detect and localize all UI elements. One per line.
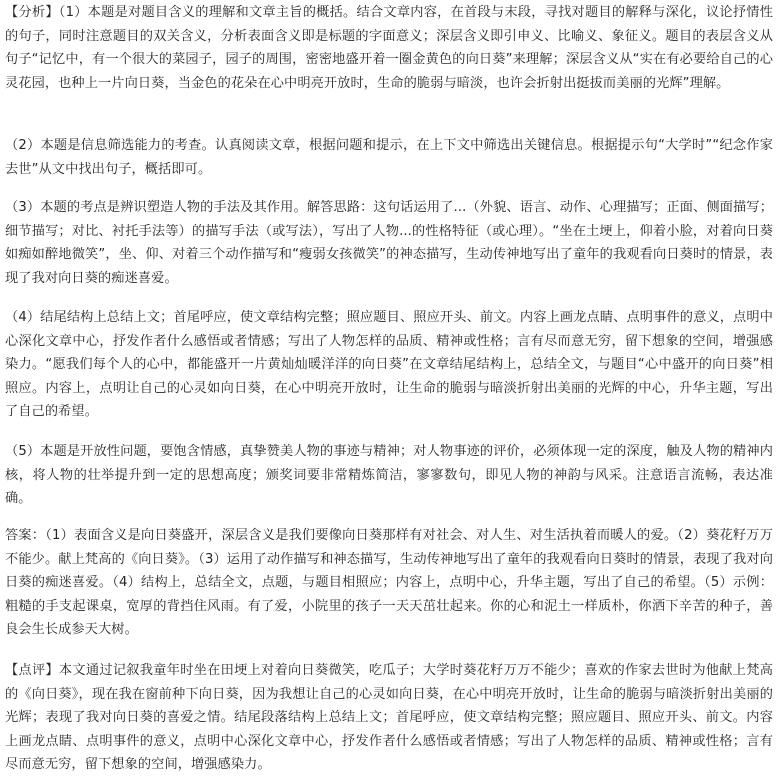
comment-section: 【点评】本文通过记叙我童年时坐在田埂上对着向日葵微笑，吃瓜子；大学时葵花籽万万不能少；喜欢的作家去世时为他献上梵高的《向日葵》，现在我在窗前种下向日葵，因为我想让自己的心灵如向日葵，在心中明亮开放时，让生命的脆弱与暗淡折射出美丽的光辉；表现了我对向日葵的喜爱之情。结尾段落结构上总结上文；首尾呼应，使文章结构完整；照应题目、照应开头、前文。内容上画龙点睛、点明事件的意义，点明中心深化文章中心，抒发作者什么感悟或者情感；写出了人物怎样的品质、精神或性格；言有尽而意无穷，留下想象的空间，增强感染力。 [5,663,773,772]
analysis-part-2: （2）本题是信息筛选能力的考查。认真阅读文章，根据问题和提示，在上下文中筛选出关键信息。根据提示句“大学时”“纪念作家去世”从文中找出句子，概括即可。 [5,138,773,177]
analysis-part-3: （3）本题的考点是辨识塑造人物的手法及其作用。解答思路：这句话运用了...（外貌、语言、动作、心理描写；正面、侧面描写；细节描写；对比、衬托手法等）的描写手法（或写法），写出了人物...的性格特征（或心理）。“坐在土埂上，仰着小脸，对着向日葵如痴如醉地微笑”，坐、仰、对着三个动作描写和“瘦弱女孩微笑”的神态描写，生动传神地写出了童年的我观看向日葵时的情景，表现了我对向日葵的痴迷喜爱。 [5,200,773,286]
analysis-part-4: （4）结尾结构上总结上文；首尾呼应，使文章结构完整；照应题目、照应开头、前文。内容上画龙点睛、点明事件的意义，点明中心深化文章中心，抒发作者什么感悟或者情感；写出了人物怎样的品质、精神或性格；言有尽而意无穷，留下想象的空间，增强感染力。“愿我们每个人的心中，都能盛开一片黄灿灿暖洋洋的向日葵”在文章结尾结构上，总结全文，与题目“心中盛开的向日葵”相照应。内容上，点明让自己的心灵如向日葵，在心中明亮开放时，让生命的脆弱与暗淡折射出美丽的光辉的中心，升华主题，写出了自己的希望。 [5,310,773,419]
analysis-part-5: （5）本题是开放性问题，要饱含情感，真挚赞美人物的事迹与精神；对人物事迹的评价，必须体现一定的深度，触及人物的精神内核，将人物的壮举提升到一定的思想高度；颁奖词要非常精炼简洁，寥寥数句，即见人物的神韵与风采。注意语言流畅，表达准确。 [5,444,773,506]
analysis-part-1: 【分析】（1）本题是对题目含义的理解和文章主旨的概括。结合文章内容，在首段与末段，寻找对题目的解释与深化，议论抒情性的句子，同时注意题目的双关含义，分析表面含义即是标题的字面意义；深层含义即引申义、比喻义、象征义。题目的表层含义从句子“记忆中，有一个很大的菜园子，园子的周围，密密地盛开着一圈金黄色的向日葵”来理解；深层含义从“实在有必要给自己的心灵花园，也种上一片向日葵，当金色的花朵在心中明亮开放时，生命的脆弱与暗淡，也许会折射出挺拔而美丽的光辉”理解。 [5,5,773,91]
answer-section: 答案：（1）表面含义是向日葵盛开，深层含义是我们要像向日葵那样有对社会、对人生、对生活执着而暖人的爱。（2）葵花籽万万不能少。献上梵高的《向日葵》。（3）运用了动作描写和神态描写，生动传神地写出了童年的我观看向日葵时的情景，表现了我对向日葵的痴迷喜爱。（4）结构上，总结全文，点题，与题目相照应；内容上，点明中心，升华主题，写出了自己的希望。（5）示例：粗糙的手支起课桌，宽厚的背挡住风雨。有了爱，小院里的孩子一天天茁壮起来。你的心和泥土一样质朴，你洒下辛苦的种子，善良会生长成参天大树。 [5,528,773,637]
